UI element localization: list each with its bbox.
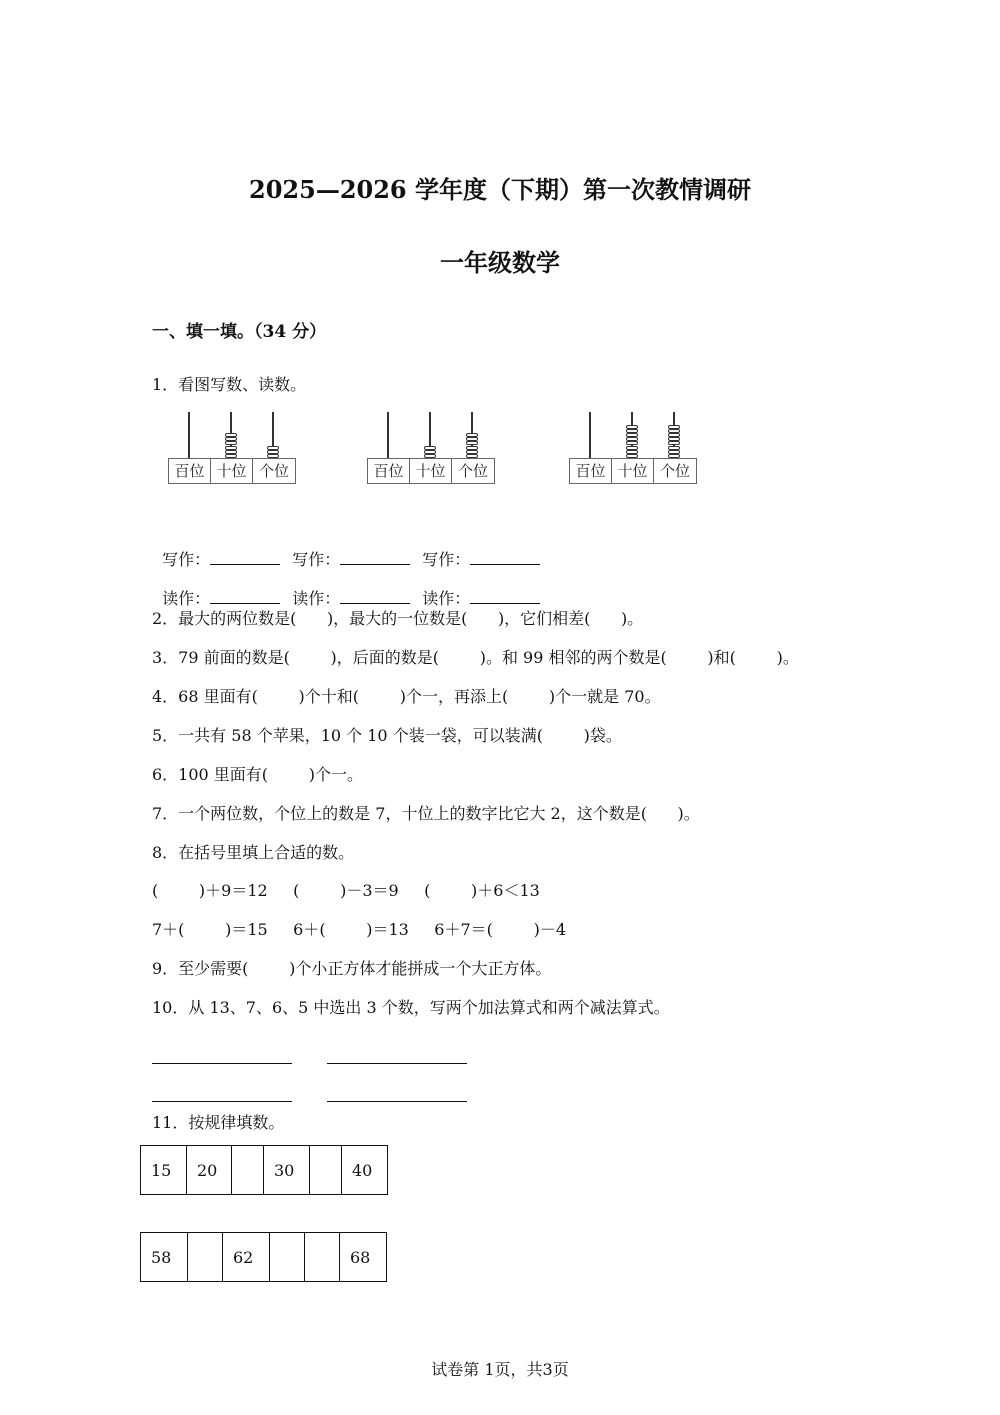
abacus-bead — [668, 433, 680, 437]
abacus-bead — [225, 437, 237, 441]
question-2: 2．最大的两位数是( )，最大的一位数是( )，它们相差( )。 — [152, 609, 644, 628]
abacus-bead — [466, 433, 478, 437]
section-heading: 一、填一填。（34 分） — [152, 322, 327, 342]
read-label: 读作： — [422, 589, 471, 608]
abacus-rod — [589, 412, 591, 458]
abacus-place-labels — [367, 458, 495, 484]
sequence-cell: 68 — [340, 1233, 387, 1282]
abacus-bead — [626, 441, 638, 445]
abacus-place-label: 个位 — [457, 462, 488, 480]
question-9: 9．至少需要( )个小正方体才能拼成一个大正方体。 — [152, 959, 552, 978]
question-10: 10．从 13、7、6、5 中选出 3 个数，写两个加法算式和两个减法算式。 — [152, 998, 670, 1017]
sequence-cell[interactable] — [310, 1146, 342, 1195]
answer-line[interactable] — [152, 1100, 292, 1102]
answer-line[interactable] — [210, 563, 280, 565]
abacus-bead — [225, 433, 237, 437]
write-label: 写作： — [422, 550, 471, 569]
sequence-cell[interactable] — [305, 1233, 340, 1282]
page-subtitle: 一年级数学 — [440, 248, 560, 277]
abacus-bead — [225, 454, 237, 458]
sequence-cell: 20 — [187, 1146, 232, 1195]
abacus-place-label: 十位 — [612, 459, 654, 483]
sequence-cell[interactable] — [270, 1233, 305, 1282]
question-5: 5．一共有 58 个苹果，10 个 10 个装一袋，可以装满( )袋。 — [152, 726, 622, 745]
answer-line[interactable] — [327, 1062, 467, 1064]
read-row — [152, 567, 540, 609]
answer-line[interactable] — [210, 602, 280, 604]
answer-lines-row-2 — [152, 1087, 467, 1106]
question-11: 11．按规律填数。 — [152, 1113, 285, 1132]
sequence-cell[interactable] — [232, 1146, 264, 1195]
abacus-bead — [466, 454, 478, 458]
answer-line[interactable] — [152, 1062, 292, 1064]
abacus-bead — [424, 454, 436, 458]
question-3: 3．79 前面的数是( )，后面的数是( )。和 99 相邻的两个数是( )和( )。 — [152, 648, 799, 667]
abacus-bead — [267, 446, 279, 450]
abacus-rod — [387, 412, 389, 458]
abacus-bead — [668, 450, 680, 454]
abacus-rod — [188, 412, 190, 458]
abacus-place-label: 个位 — [659, 462, 690, 480]
abacus-bead — [668, 454, 680, 458]
abacus-place-label: 十位 — [410, 459, 452, 483]
abacus-place-labels — [168, 458, 296, 484]
question-8-row-2: 7＋( )＝15 6＋( )＝13 6＋7＝( )－4 — [152, 920, 566, 939]
abacus-bead — [267, 454, 279, 458]
read-label: 读作： — [292, 589, 341, 608]
page-footer: 试卷第 1页，共3页 — [431, 1360, 569, 1379]
abacus-bead — [225, 441, 237, 445]
answer-line[interactable] — [470, 563, 540, 565]
abacus — [168, 412, 298, 484]
sequence-cell: 62 — [223, 1233, 270, 1282]
question-8-row-1: ( )＋9＝12 ( )－3＝9 ( )＋6＜13 — [152, 881, 540, 900]
answer-line[interactable] — [470, 602, 540, 604]
abacus-bead — [225, 446, 237, 450]
sequence-cell[interactable] — [188, 1233, 223, 1282]
read-label: 读作： — [162, 589, 211, 608]
abacus-bead — [466, 450, 478, 454]
abacus-bead — [626, 437, 638, 441]
sequence-cell: 58 — [141, 1233, 188, 1282]
abacus-place-label: 百位 — [570, 459, 612, 483]
abacus-bead — [466, 446, 478, 450]
abacus-bead — [626, 454, 638, 458]
abacus-bead — [626, 433, 638, 437]
abacus — [367, 412, 497, 484]
abacus-place-label: 百位 — [368, 459, 410, 483]
sequence-cell: 30 — [264, 1146, 310, 1195]
sequence-table-2 — [140, 1232, 387, 1282]
abacus-bead — [267, 450, 279, 454]
page-title: 2025—2026 学年度（下期）第一次教情调研 — [249, 175, 751, 204]
sequence-cell: 15 — [141, 1146, 187, 1195]
answer-lines-row-1 — [152, 1049, 467, 1068]
abacus-bead — [668, 429, 680, 433]
abacus-place-labels — [569, 458, 697, 484]
answer-line[interactable] — [340, 602, 410, 604]
abacus-place-label: 百位 — [169, 459, 211, 483]
abacus-place-label: 十位 — [211, 459, 253, 483]
abacus-bead — [424, 450, 436, 454]
sequence-table-1 — [140, 1145, 388, 1195]
abacus-bead — [225, 450, 237, 454]
abacus-bead — [626, 450, 638, 454]
question-8: 8．在括号里填上合适的数。 — [152, 843, 355, 862]
question-7: 7．一个两位数，个位上的数是 7，十位上的数字比它大 2，这个数是( )。 — [152, 804, 700, 823]
abacus-bead — [466, 441, 478, 445]
question-4: 4．68 里面有( )个十和( )个一，再添上( )个一就是 70。 — [152, 687, 661, 706]
abacus-place-label: 个位 — [258, 462, 289, 480]
abacus-bead — [424, 446, 436, 450]
abacus-bead — [626, 429, 638, 433]
sequence-cell: 40 — [342, 1146, 388, 1195]
write-label: 写作： — [162, 550, 211, 569]
abacus-bead — [668, 441, 680, 445]
answer-line[interactable] — [340, 563, 410, 565]
write-label: 写作： — [292, 550, 341, 569]
abacus-bead — [626, 425, 638, 429]
abacus-bead — [668, 446, 680, 450]
abacus — [569, 412, 699, 484]
abacus-bead — [626, 446, 638, 450]
abacus-bead — [466, 437, 478, 441]
answer-line[interactable] — [327, 1100, 467, 1102]
write-row — [152, 528, 540, 570]
abacus-bead — [668, 437, 680, 441]
question-6: 6．100 里面有( )个一。 — [152, 765, 363, 784]
abacus-bead — [668, 425, 680, 429]
question-1: 1．看图写数、读数。 — [152, 375, 307, 394]
